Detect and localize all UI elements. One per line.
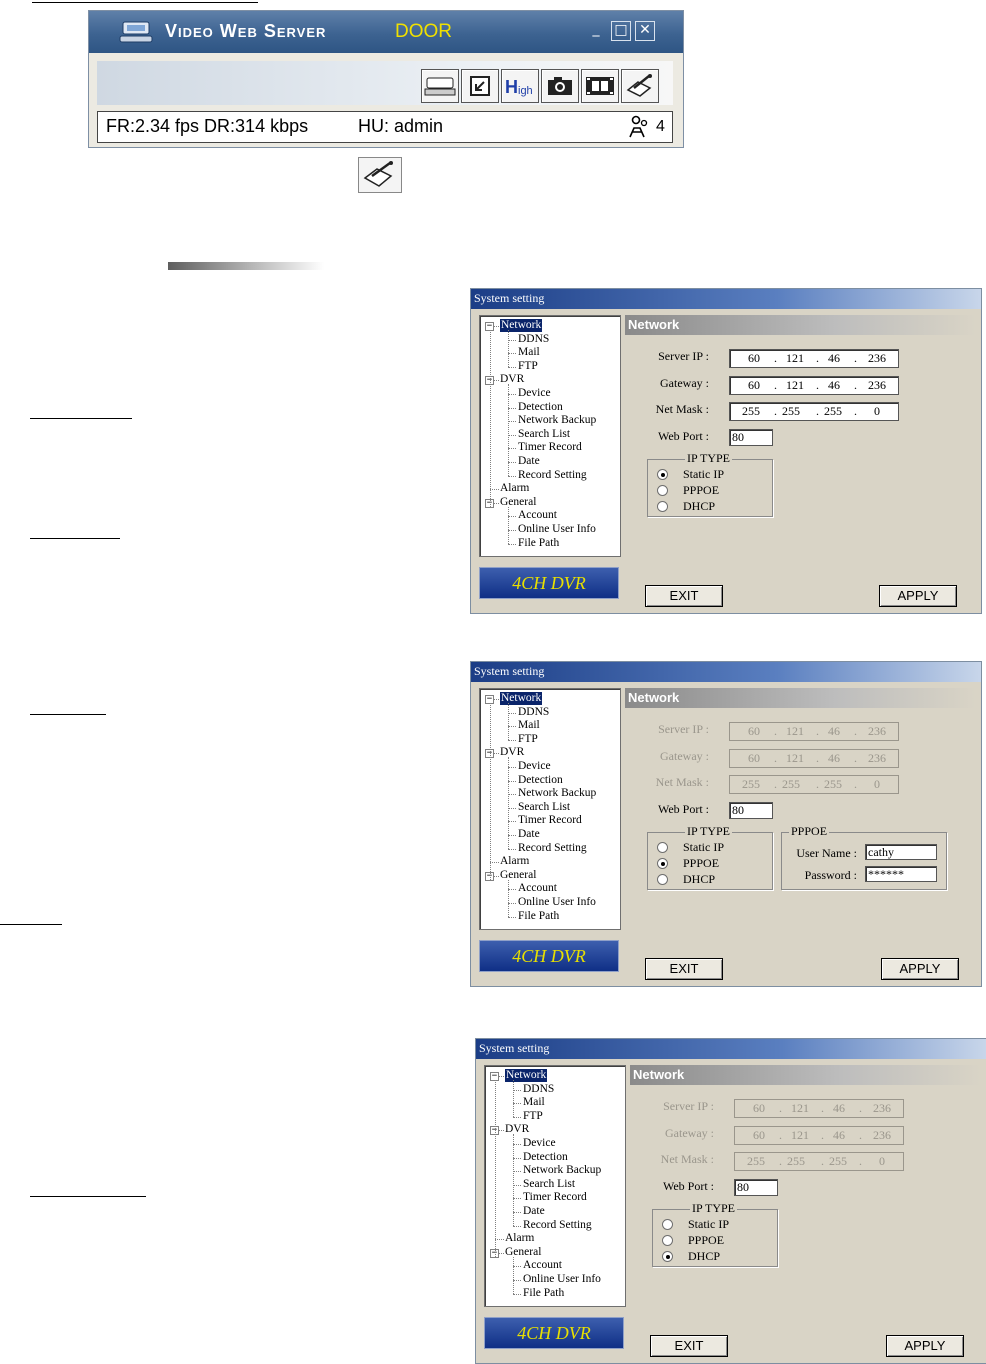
gateway-label: Gateway : — [660, 376, 709, 390]
tree-connector — [508, 726, 516, 727]
exit-button[interactable]: EXIT — [650, 1335, 728, 1357]
tree-item-online-user-info[interactable]: Online User Info — [523, 1273, 601, 1285]
section-header: Network — [630, 1065, 981, 1085]
tree-item-general[interactable]: General — [500, 868, 537, 881]
web-port-input[interactable]: 80 — [729, 429, 773, 446]
config-icon — [358, 157, 402, 193]
tree-connector — [513, 1103, 521, 1104]
ip-octet-1: 60 — [748, 351, 760, 365]
ip-octet-2: 121 — [786, 724, 804, 738]
tree-item-account[interactable]: Account — [523, 1259, 562, 1272]
ip-octet-3: 46 — [828, 378, 840, 392]
ip-octet-4: 236 — [868, 751, 886, 765]
tree-connector — [508, 849, 516, 850]
tree-item-dvr[interactable]: DVR — [500, 373, 525, 386]
tree-connector — [508, 353, 516, 354]
ip-octet-4: 0 — [874, 404, 880, 418]
tree-item-network-backup[interactable]: Network Backup — [523, 1164, 602, 1177]
tree-connector — [494, 753, 499, 754]
tree-item-detection[interactable]: Detection — [518, 400, 563, 413]
pppoe-label: PPPOE — [683, 483, 720, 497]
frame-rate-text: FR:2.34 fps DR:314 kbps — [106, 116, 309, 136]
config-icon[interactable] — [621, 69, 659, 103]
ip-octet-2: 255 — [782, 777, 800, 791]
ip-octet-2: 121 — [786, 378, 804, 392]
ip-octet-4: 236 — [873, 1101, 891, 1115]
web-port-input[interactable]: 80 — [734, 1179, 778, 1196]
system-setting-dialog — [470, 661, 982, 987]
net-mask-label: Net Mask : — [655, 775, 709, 789]
server-ip-input[interactable]: 60 . 121 . 46 . 236 — [729, 349, 899, 368]
users-icon — [626, 115, 652, 139]
tree-connector — [499, 1130, 504, 1131]
tree-item-dvr[interactable]: DVR — [505, 1123, 530, 1136]
ip-octet-2: 121 — [791, 1128, 809, 1142]
ip-octet-3: 46 — [833, 1101, 845, 1115]
status-bar — [97, 111, 673, 143]
tree-item-ddns[interactable]: DDNS — [523, 1082, 555, 1095]
tree-connector — [508, 530, 516, 531]
system-setting-dialog — [475, 1038, 986, 1364]
server-ip-label: Server IP : — [658, 722, 709, 736]
tree-item-ftp[interactable]: FTP — [518, 359, 538, 372]
server-ip-label: Server IP : — [663, 1099, 714, 1113]
ip-octet-1: 60 — [753, 1101, 765, 1115]
apply-button[interactable]: APPLY — [879, 585, 957, 607]
ip-octet-4: 236 — [868, 378, 886, 392]
tree-expander-icon[interactable]: − — [486, 321, 493, 331]
tree-item-ddns[interactable]: DDNS — [518, 332, 550, 345]
tree-item-device[interactable]: Device — [523, 1137, 556, 1149]
ip-octet-1: 255 — [742, 777, 760, 791]
tree-item-file-path[interactable]: File Path — [518, 909, 560, 922]
tree-connector — [490, 703, 491, 880]
quality-h: H — [505, 77, 518, 97]
tree-expander-icon[interactable]: − — [486, 375, 493, 386]
dhcp-label: DHCP — [688, 1249, 721, 1263]
ip-octet-3: 46 — [828, 724, 840, 738]
tree-connector — [499, 1253, 504, 1254]
static-ip-label: Static IP — [683, 467, 724, 481]
minimize-icon[interactable]: _ — [592, 21, 600, 37]
tree-connector — [513, 1134, 514, 1225]
tree-expander-icon[interactable]: − — [486, 694, 493, 704]
tree-item-date[interactable]: Date — [518, 828, 540, 840]
tree-item-timer-record[interactable]: Timer Record — [523, 1191, 587, 1204]
tree-connector — [508, 767, 516, 768]
static-ip-label: Static IP — [688, 1217, 729, 1231]
high-quality-icon[interactable] — [501, 69, 539, 103]
tree-connector — [508, 544, 516, 545]
gateway-label: Gateway : — [660, 749, 709, 763]
dialog-title: System setting — [476, 1039, 986, 1059]
dhcp-label: DHCP — [683, 872, 716, 886]
tree-connector — [508, 507, 509, 544]
ip-octet-1: 60 — [753, 1128, 765, 1142]
ip-octet-4: 236 — [868, 351, 886, 365]
tree-connector — [508, 421, 516, 422]
tree-item-alarm[interactable]: Alarm — [500, 855, 530, 868]
restore-icon[interactable]: □ — [611, 21, 631, 41]
tree-connector — [508, 808, 516, 809]
ip-type-title: IP TYPE — [687, 451, 731, 465]
ip-octet-4: 236 — [868, 724, 886, 738]
tree-expander-icon[interactable]: − — [486, 870, 493, 881]
tree-item-date[interactable]: Date — [523, 1205, 545, 1217]
tree-item-detection[interactable]: Detection — [518, 773, 563, 786]
tree-item-general[interactable]: General — [500, 495, 537, 508]
net-mask-label: Net Mask : — [655, 402, 709, 416]
tree-connector — [513, 1198, 521, 1199]
ip-octet-1: 60 — [748, 378, 760, 392]
tree-connector — [508, 448, 516, 449]
password-label: Password : — [804, 868, 857, 882]
gateway-input: 60 . 121 . 46 . 236 — [729, 749, 899, 768]
net-mask-label: Net Mask : — [660, 1152, 714, 1166]
tree-item-search-list[interactable]: Search List — [523, 1177, 576, 1190]
tree-connector — [495, 1080, 496, 1257]
tree-item-search-list[interactable]: Search List — [518, 800, 571, 813]
tree-item-general[interactable]: General — [505, 1245, 542, 1258]
tree-item-network[interactable]: Network — [501, 692, 542, 704]
user-name-input[interactable]: cathy — [865, 844, 937, 860]
gateway-label: Gateway : — [665, 1126, 714, 1140]
tree-item-record-setting[interactable]: Record Setting — [518, 841, 587, 854]
ip-type-title: IP TYPE — [692, 1201, 736, 1215]
gateway-input[interactable]: 60 . 121 . 46 . 236 — [729, 376, 899, 395]
tree-item-ftp[interactable]: FTP — [523, 1109, 543, 1122]
tree-connector — [508, 917, 516, 918]
web-port-label: Web Port : — [657, 802, 709, 816]
tree-connector — [508, 794, 516, 795]
apply-button[interactable]: APPLY — [881, 958, 959, 980]
ip-octet-1: 255 — [747, 1154, 765, 1168]
tree-expander-icon[interactable]: − — [491, 1071, 498, 1081]
tree-expander-icon[interactable]: − — [491, 1247, 498, 1258]
static-ip-radio[interactable] — [657, 469, 668, 480]
section-header: Network — [625, 688, 976, 708]
tree-connector — [499, 1076, 504, 1077]
video-web-server-window — [88, 10, 684, 148]
current-user-text: HU: admin — [358, 116, 444, 136]
exit-button[interactable]: EXIT — [645, 958, 723, 980]
ip-octet-3: 255 — [824, 777, 842, 791]
dvr-icon[interactable] — [421, 69, 459, 103]
tree-item-timer-record[interactable]: Timer Record — [518, 441, 582, 454]
tree-item-detection[interactable]: Detection — [523, 1150, 568, 1163]
server-ip-input: 60 . 121 . 46 . 236 — [729, 722, 899, 741]
pppoe-label: PPPOE — [683, 856, 720, 870]
tree-connector — [508, 462, 516, 463]
net-mask-input[interactable]: 255 . 255 . 255 . 0 — [729, 402, 899, 421]
system-setting-dialog — [470, 288, 982, 614]
ip-octet-3: 46 — [833, 1128, 845, 1142]
label-underline — [30, 714, 106, 715]
tree-connector — [508, 476, 516, 477]
camera-name: DOOR — [395, 21, 452, 42]
tree-item-record-setting[interactable]: Record Setting — [523, 1218, 592, 1231]
net-mask-input: 255 . 255 . 255 . 0 — [729, 775, 899, 794]
tree-item-mail[interactable]: Mail — [523, 1096, 545, 1109]
tree-connector — [508, 903, 516, 904]
tree-connector — [513, 1080, 514, 1117]
static-ip-label: Static IP — [683, 840, 724, 854]
tree-item-device[interactable]: Device — [518, 760, 551, 772]
resize-icon[interactable] — [461, 69, 499, 103]
tree-connector — [508, 757, 509, 848]
dialog-title: System setting — [471, 662, 981, 682]
tree-item-alarm[interactable]: Alarm — [505, 1232, 535, 1245]
pppoe-radio[interactable] — [662, 1235, 673, 1246]
tree-connector — [490, 489, 499, 490]
dhcp-radio[interactable] — [662, 1251, 673, 1262]
tree-connector — [494, 876, 499, 877]
tree-connector — [513, 1226, 521, 1227]
server-ip-label: Server IP : — [658, 349, 709, 363]
tree-expander-icon[interactable]: − — [491, 1125, 498, 1136]
password-input[interactable]: ****** — [865, 866, 937, 882]
ip-type-title: IP TYPE — [687, 824, 731, 838]
web-port-label: Web Port : — [662, 1179, 714, 1193]
ip-octet-2: 121 — [791, 1101, 809, 1115]
server-ip-input: 60 . 121 . 46 . 236 — [734, 1099, 904, 1118]
tree-item-mail[interactable]: Mail — [518, 346, 540, 359]
label-underline — [0, 924, 62, 925]
ip-octet-4: 236 — [873, 1128, 891, 1142]
pppoe-label: PPPOE — [688, 1233, 725, 1247]
label-underline — [30, 418, 132, 419]
tree-connector — [490, 862, 499, 863]
dhcp-radio[interactable] — [657, 874, 668, 885]
tree-item-network-backup[interactable]: Network Backup — [518, 787, 597, 800]
section-header: Network — [625, 315, 976, 335]
tree-item-network-backup[interactable]: Network Backup — [518, 414, 597, 427]
tree-expander-icon[interactable]: − — [486, 497, 493, 508]
tree-connector — [508, 740, 516, 741]
tree-item-search-list[interactable]: Search List — [518, 427, 571, 440]
tree-connector — [513, 1185, 521, 1186]
snapshot-icon[interactable] — [541, 69, 579, 103]
settings-tree — [484, 1065, 626, 1307]
brand-logo: 4CH DVR — [479, 940, 619, 972]
tree-item-online-user-info[interactable]: Online User Info — [518, 523, 596, 535]
tree-connector — [513, 1158, 521, 1159]
online-count: 4 — [656, 118, 665, 135]
record-film-icon[interactable] — [581, 69, 619, 103]
tree-connector — [508, 713, 516, 714]
tree-connector — [513, 1117, 521, 1118]
tree-connector — [508, 435, 516, 436]
settings-tree — [479, 688, 621, 930]
tree-connector — [508, 781, 516, 782]
tree-connector — [508, 516, 516, 517]
app-title: Video Web Server — [165, 21, 327, 41]
tree-connector — [494, 326, 499, 327]
tree-item-ddns[interactable]: DDNS — [518, 705, 550, 718]
tree-connector — [495, 1239, 504, 1240]
tree-item-device[interactable]: Device — [518, 387, 551, 399]
tree-item-account[interactable]: Account — [518, 882, 557, 895]
gateway-input: 60 . 121 . 46 . 236 — [734, 1126, 904, 1145]
brand-logo: 4CH DVR — [484, 1317, 624, 1349]
ip-octet-4: 0 — [874, 777, 880, 791]
tree-item-network[interactable]: Network — [506, 1069, 547, 1081]
pppoe-radio[interactable] — [657, 485, 668, 496]
tree-connector — [508, 394, 516, 395]
tree-connector — [508, 703, 509, 740]
tree-connector — [508, 384, 509, 475]
tree-item-alarm[interactable]: Alarm — [500, 482, 530, 495]
label-underline — [30, 538, 120, 539]
tree-connector — [508, 340, 516, 341]
tree-connector — [508, 821, 516, 822]
dialog-title: System setting — [471, 289, 981, 309]
static-ip-radio[interactable] — [657, 842, 668, 853]
ip-octet-3: 46 — [828, 751, 840, 765]
ip-octet-2: 121 — [786, 351, 804, 365]
ip-octet-1: 60 — [748, 724, 760, 738]
close-icon[interactable]: ✕ — [635, 21, 655, 41]
ip-octet-1: 255 — [742, 404, 760, 418]
tree-connector — [494, 503, 499, 504]
tree-connector — [513, 1144, 521, 1145]
tree-connector — [513, 1171, 521, 1172]
exit-button[interactable]: EXIT — [645, 585, 723, 607]
tree-item-dvr[interactable]: DVR — [500, 746, 525, 759]
tree-item-timer-record[interactable]: Timer Record — [518, 814, 582, 827]
tree-item-record-setting[interactable]: Record Setting — [518, 468, 587, 481]
tree-connector — [494, 699, 499, 700]
dhcp-radio[interactable] — [657, 501, 668, 512]
tree-connector — [508, 880, 509, 917]
tree-item-ftp[interactable]: FTP — [518, 732, 538, 745]
ip-octet-1: 60 — [748, 751, 760, 765]
tree-item-file-path[interactable]: File Path — [523, 1286, 565, 1299]
ip-octet-3: 255 — [824, 404, 842, 418]
tree-connector — [508, 367, 516, 368]
settings-tree — [479, 315, 621, 557]
static-ip-radio[interactable] — [662, 1219, 673, 1230]
heading-underline — [32, 2, 258, 3]
tree-connector — [508, 835, 516, 836]
label-underline — [30, 1196, 146, 1197]
tree-expander-icon[interactable]: − — [486, 748, 493, 759]
gradient-bar — [168, 262, 324, 270]
ip-octet-4: 0 — [879, 1154, 885, 1168]
tree-item-network[interactable]: Network — [501, 319, 542, 331]
ip-octet-2: 255 — [787, 1154, 805, 1168]
brand-logo: 4CH DVR — [479, 567, 619, 599]
ip-octet-2: 121 — [786, 751, 804, 765]
tree-connector — [508, 408, 516, 409]
net-mask-input: 255 . 255 . 255 . 0 — [734, 1152, 904, 1171]
pppoe-title: PPPOE — [791, 824, 828, 838]
server-icon — [119, 20, 153, 44]
ip-octet-2: 255 — [782, 404, 800, 418]
tree-connector — [508, 889, 516, 890]
web-port-label: Web Port : — [657, 429, 709, 443]
user-name-label: User Name : — [796, 846, 857, 860]
tree-item-file-path[interactable]: File Path — [518, 536, 560, 549]
tree-connector — [494, 380, 499, 381]
window-title-bar[interactable] — [89, 11, 683, 53]
apply-button[interactable]: APPLY — [886, 1335, 964, 1357]
tree-connector — [513, 1212, 521, 1213]
ip-octet-3: 46 — [828, 351, 840, 365]
tree-connector — [513, 1257, 514, 1294]
quality-rest: igh — [518, 85, 533, 97]
tree-item-date[interactable]: Date — [518, 455, 540, 467]
tree-connector — [513, 1266, 521, 1267]
tree-connector — [513, 1090, 521, 1091]
tree-connector — [513, 1280, 521, 1281]
dhcp-label: DHCP — [683, 499, 716, 513]
tree-connector — [508, 330, 509, 367]
tree-connector — [490, 330, 491, 507]
tree-item-account[interactable]: Account — [518, 509, 557, 522]
tree-connector — [513, 1294, 521, 1295]
tree-item-online-user-info[interactable]: Online User Info — [518, 896, 596, 908]
pppoe-radio[interactable] — [657, 858, 668, 869]
web-port-input[interactable]: 80 — [729, 802, 773, 819]
ip-octet-3: 255 — [829, 1154, 847, 1168]
tree-item-mail[interactable]: Mail — [518, 719, 540, 732]
